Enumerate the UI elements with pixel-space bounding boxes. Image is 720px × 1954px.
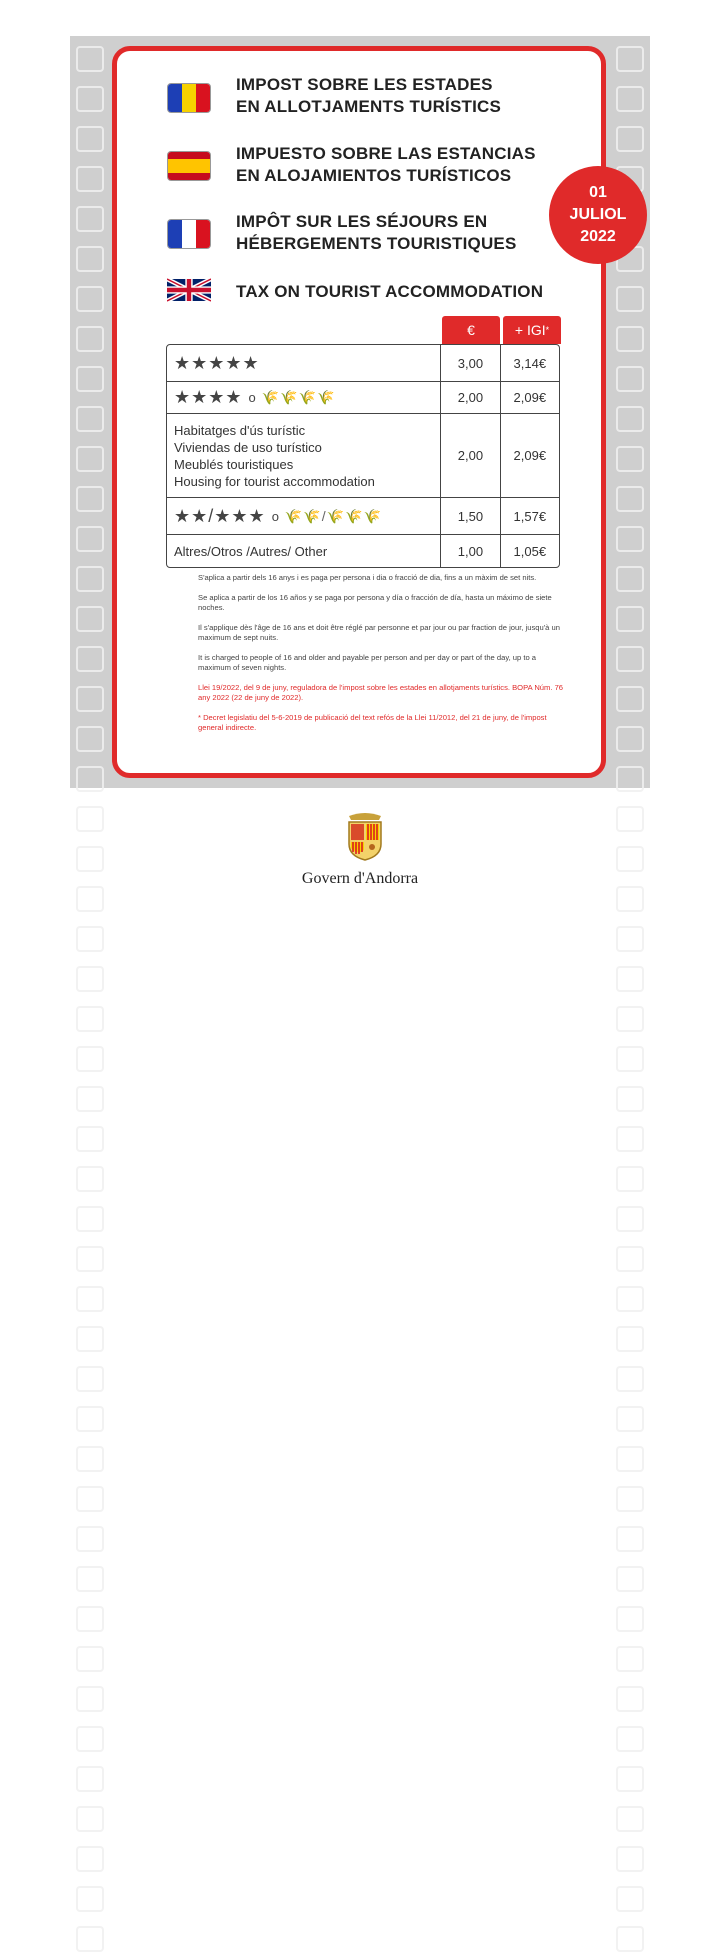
rate-igi: 1,05€: [500, 535, 559, 567]
note-english: It is charged to people of 16 and older and payable per person and per day or part of the day, up to a maximum of seven nights.: [198, 652, 537, 672]
rate-euro: 1,50: [440, 498, 499, 534]
rates-table: [166, 344, 560, 568]
note-french: Il s'applique dès l'âge de 16 ans et doit être réglé par personne et par jour ou par fraction de jour, jusqu'à un maximum de sept nuits.: [198, 622, 560, 642]
rate-euro: 2,00: [440, 382, 499, 413]
heading-catalan: IMPOST SOBRE LES ESTADES EN ALLOTJAMENTS TURÍSTICS: [236, 75, 502, 116]
uk-flag-suitcase-icon: [167, 275, 211, 305]
frame-icons-left: [76, 46, 104, 1954]
table-row: [167, 345, 559, 382]
table-row: [167, 498, 559, 535]
heading-english: TAX ON TOURIST ACCOMMODATION: [236, 282, 544, 301]
notes-section: [198, 573, 568, 743]
rate-euro: 2,00: [440, 414, 499, 497]
housing-label-fr: Meublés touristiques: [174, 456, 294, 472]
rate-euro: 3,00: [440, 345, 499, 381]
housing-label-es: Viviendas de uso turístico: [174, 439, 322, 455]
date-badge: [549, 166, 647, 264]
govern-andorra-label: Govern d'Andorra: [301, 870, 419, 887]
four-stars-icon: ★★★★: [174, 387, 243, 407]
table-row: [167, 382, 559, 414]
four-wheat-icon: 🌾🌾🌾🌾: [261, 389, 336, 405]
housing-label-en: Housing for tourist accommodation: [174, 473, 375, 489]
housing-label-ca: Habitatges d'ús turístic: [174, 422, 306, 438]
heading-spanish: IMPUESTO SOBRE LAS ESTANCIAS EN ALOJAMIENTOS TURÍSTICOS: [236, 144, 536, 185]
table-row: [167, 535, 559, 567]
note-law: Llei 19/2022, del 9 de juny, reguladora de l'impost sobre les estades en allotjaments turístics. BOPA Núm. 76 any 2022 (22 de juny de 2022).: [198, 682, 564, 702]
two-three-wheat-icon: 🌾🌾/🌾🌾🌾: [284, 507, 382, 524]
note-decree: * Decret legislatiu del 5-6-2019 de publicació del text refós de la Llei 11/2012, del 21 de juny, de l'impost general indirecte.: [198, 712, 547, 732]
rate-igi: 2,09€: [500, 414, 559, 497]
two-three-stars-icon: ★★/★★★: [174, 505, 266, 526]
rate-igi: 2,09€: [500, 382, 559, 413]
table-row: [167, 414, 559, 498]
or-separator: o: [248, 390, 256, 405]
other-label: Altres/Otros /Autres/ Other: [174, 543, 328, 559]
france-flag-suitcase-icon: [167, 219, 211, 249]
note-catalan: S'aplica a partir dels 16 anys i es paga per persona i dia o fracció de dia, fins a un màxim de set nits.: [198, 573, 537, 582]
spain-flag-suitcase-icon: [167, 151, 211, 181]
rate-euro: 1,00: [440, 535, 499, 567]
five-stars-icon: ★★★★★: [174, 352, 260, 373]
date-month: JULIOL: [569, 206, 627, 223]
date-year: 2022: [580, 228, 616, 245]
column-header-euro: €: [442, 316, 500, 344]
rate-igi: 3,14€: [500, 345, 559, 381]
frame-icons-right: [616, 46, 644, 1954]
date-day: 01: [589, 184, 607, 201]
andorra-flag-suitcase-icon: [167, 83, 211, 113]
andorra-coat-of-arms-icon: [343, 810, 387, 862]
note-spanish: Se aplica a partir de los 16 años y se paga por persona y día o fracción de día, hasta un máximo de siete noches.: [198, 592, 552, 612]
or-separator: o: [271, 508, 279, 524]
column-header-igi: + IGI *: [503, 316, 561, 344]
heading-french: IMPÔT SUR LES SÉJOURS EN HÉBERGEMENTS TOURISTIQUES: [236, 212, 517, 253]
rate-igi: 1,57€: [500, 498, 559, 534]
